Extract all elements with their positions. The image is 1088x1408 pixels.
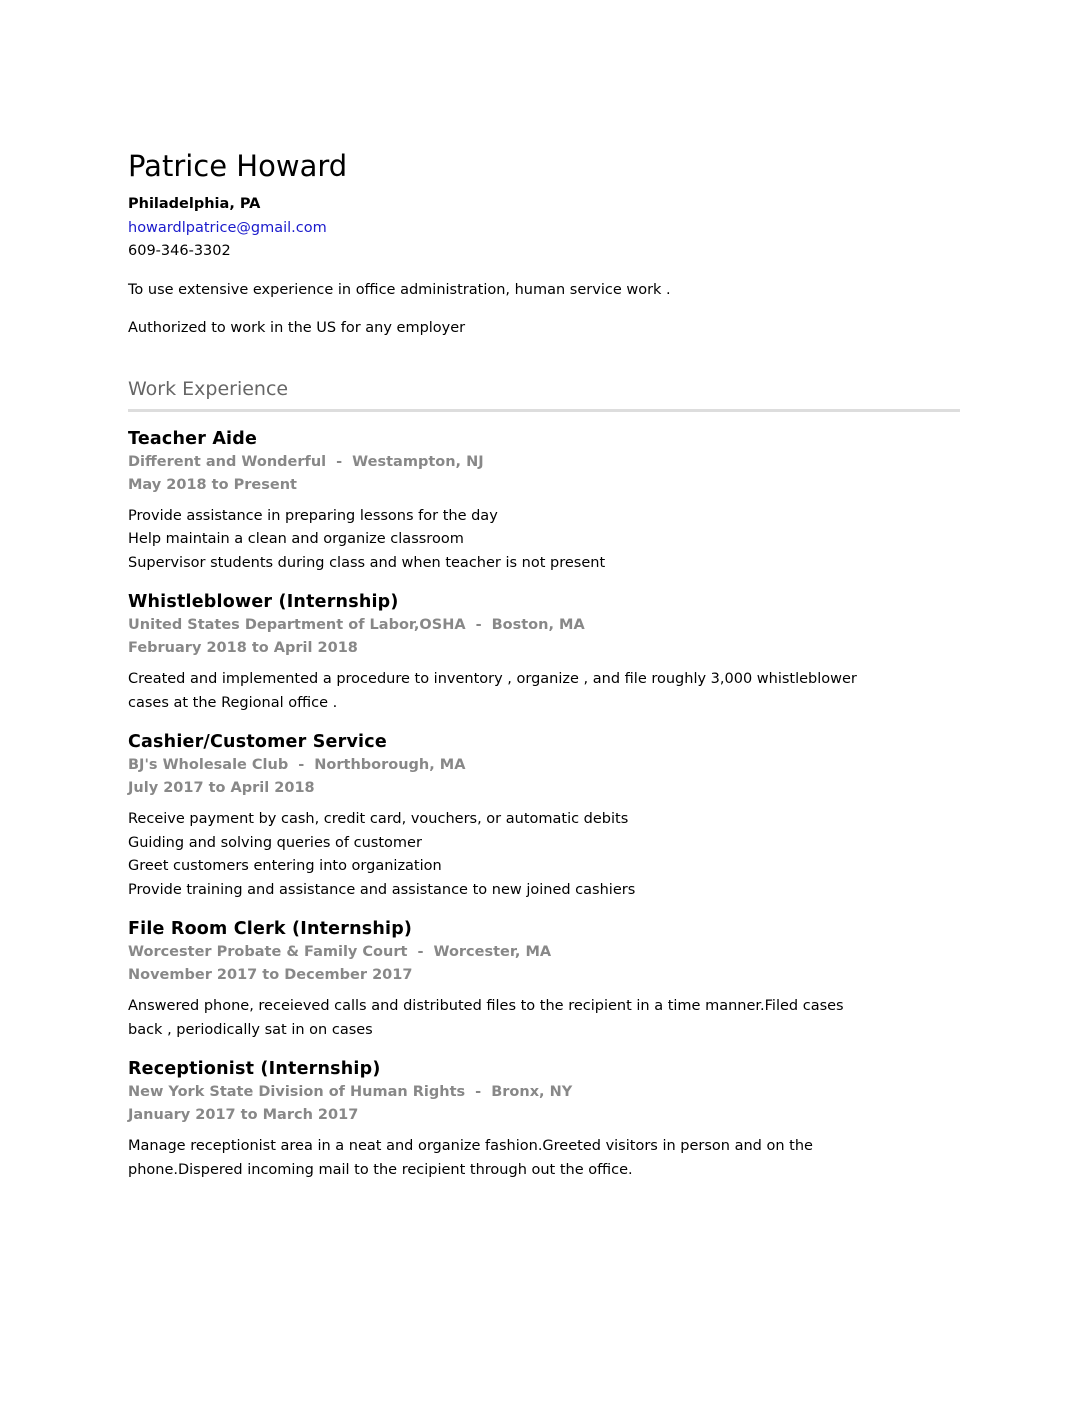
job-entry xyxy=(128,428,960,576)
job-company: New York State Division of Human Rights xyxy=(128,1084,466,1100)
job-line: Guiding and solving queries of customer xyxy=(128,834,422,851)
job-company-location xyxy=(128,754,960,777)
job-description xyxy=(128,995,960,1042)
job-company: United States Department of Labor,OSHA xyxy=(128,617,466,633)
job-line: back , periodically sat in on cases xyxy=(128,1021,373,1038)
work-authorization: Authorized to work in the US for any employer xyxy=(128,319,466,336)
job-company: Worcester Probate & Family Court xyxy=(128,944,408,960)
job-line: Provide assistance in preparing lessons for the day xyxy=(128,507,498,524)
job-dates: May 2018 to Present xyxy=(128,476,297,493)
job-description xyxy=(128,1135,960,1182)
job-company: BJ's Wholesale Club xyxy=(128,757,289,773)
job-location: Bronx, NY xyxy=(491,1084,573,1100)
job-location: Northborough, MA xyxy=(314,757,466,773)
job-company-location xyxy=(128,614,960,637)
job-line: Created and implemented a procedure to inventory , organize , and file roughly 3,000 whistleblower xyxy=(128,671,857,687)
job-line: Receive payment by cash, credit card, vouchers, or automatic debits xyxy=(128,811,629,827)
location: Philadelphia, PA xyxy=(128,196,261,212)
job-line: Help maintain a clean and organize classroom xyxy=(128,531,464,547)
job-company: Different and Wonderful xyxy=(128,453,327,470)
job-company-location xyxy=(128,1081,960,1104)
separator: - xyxy=(417,944,424,960)
job-title: Teacher Aide xyxy=(128,428,258,449)
job-dates: November 2017 to December 2017 xyxy=(128,967,413,983)
job-entry xyxy=(128,731,960,902)
job-location: Worcester, MA xyxy=(433,944,552,960)
job-title: Receptionist (Internship) xyxy=(128,1059,381,1079)
job-title: File Room Clerk (Internship) xyxy=(128,919,413,939)
job-line: Supervisor students during class and when teacher is not present xyxy=(128,554,606,571)
objective: To use extensive experience in office administration, human service work . xyxy=(128,281,671,298)
separator: - xyxy=(336,453,343,470)
candidate-name: Patrice Howard xyxy=(128,149,348,183)
job-dates: February 2018 to April 2018 xyxy=(128,640,358,656)
job-line: cases at the Regional office . xyxy=(128,694,338,711)
job-company-location xyxy=(128,941,960,964)
job-title: Cashier/Customer Service xyxy=(128,732,387,752)
job-location: Boston, MA xyxy=(491,617,585,633)
email-link[interactable]: howardlpatrice@gmail.com xyxy=(128,219,327,236)
job-title: Whistleblower (Internship) xyxy=(128,592,399,612)
job-dates: January 2017 to March 2017 xyxy=(128,1107,359,1123)
job-line: phone.Dispered incoming mail to the recipient through out the office. xyxy=(128,1161,633,1178)
job-line: Answered phone, receieved calls and distributed files to the recipient in a time manner.Filed cases xyxy=(128,998,844,1014)
job-dates: July 2017 to April 2018 xyxy=(128,780,315,796)
job-line: Greet customers entering into organization xyxy=(128,858,442,874)
job-line: Provide training and assistance and assistance to new joined cashiers xyxy=(128,881,636,898)
section-title-work-experience: Work Experience xyxy=(128,376,960,412)
job-company-location xyxy=(128,451,960,474)
job-entry xyxy=(128,1058,960,1182)
job-entry xyxy=(128,591,960,715)
phone: 609-346-3302 xyxy=(128,243,231,259)
job-entry xyxy=(128,918,960,1042)
job-line: Manage receptionist area in a neat and organize fashion.Greeted visitors in person and on the xyxy=(128,1138,813,1154)
job-description xyxy=(128,505,960,576)
separator: - xyxy=(298,757,305,773)
separator: - xyxy=(475,617,482,633)
job-description xyxy=(128,668,960,715)
resume-content xyxy=(128,148,960,1182)
separator: - xyxy=(475,1084,482,1100)
job-description xyxy=(128,808,960,902)
contact-block xyxy=(128,193,960,264)
job-location: Westampton, NJ xyxy=(352,453,484,470)
